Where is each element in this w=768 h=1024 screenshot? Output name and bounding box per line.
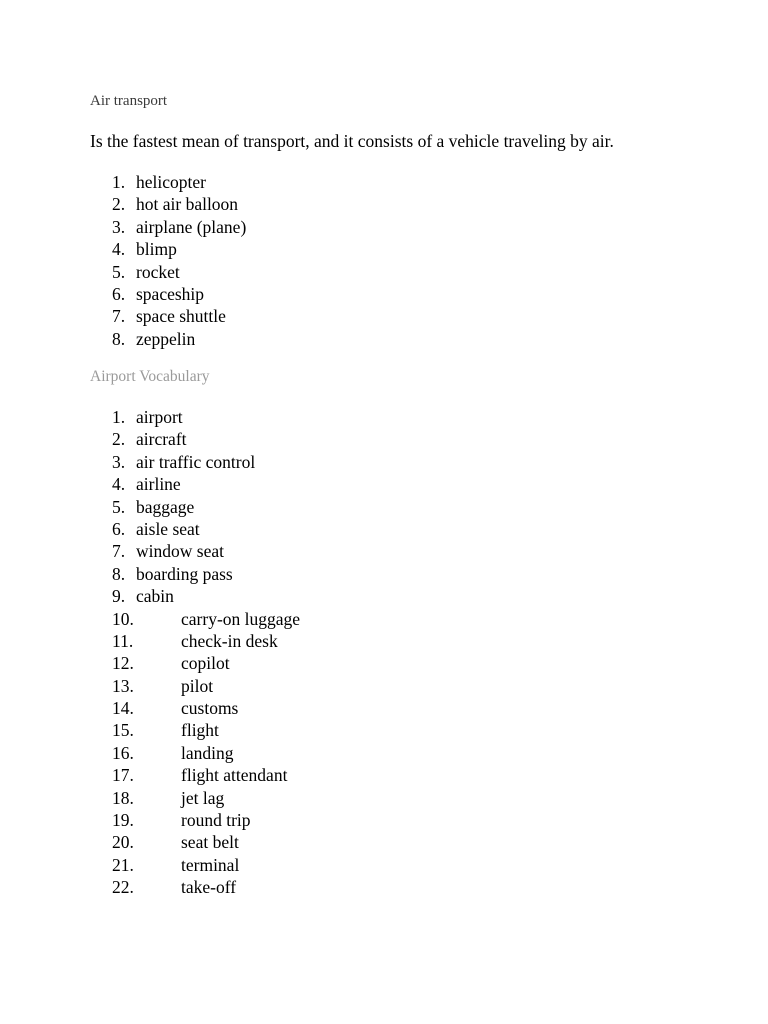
list-item-text: jet lag (181, 787, 225, 808)
list-item-number: 5. (112, 496, 126, 517)
list-item-text: aircraft (136, 429, 187, 450)
list-item-text: zeppelin (136, 328, 196, 349)
list-item-number: 1. (112, 172, 126, 192)
list-item-number: 13. (112, 675, 134, 696)
section-heading-airport-vocabulary: Airport Vocabulary (90, 368, 210, 385)
list-item-text: space shuttle (136, 306, 226, 327)
list-item-text: airplane (plane) (136, 216, 247, 237)
list-item-number: 22. (112, 877, 134, 898)
list-item-number: 9. (112, 586, 126, 607)
list-item-text: terminal (181, 854, 240, 875)
list-item-text: pilot (181, 675, 214, 696)
list-item-text: cabin (136, 586, 174, 607)
list-item-number: 12. (112, 653, 134, 674)
list-item-number: 20. (112, 832, 134, 853)
list-item-number: 4. (112, 474, 126, 495)
list-item-text: helicopter (136, 172, 206, 192)
list-item-text: baggage (136, 496, 195, 517)
list-item-number: 15. (112, 720, 134, 741)
list-item-number: 21. (112, 854, 134, 875)
list-item-text: airline (136, 474, 181, 495)
list-item-number: 14. (112, 698, 134, 719)
list-item-number: 8. (112, 328, 126, 349)
list-item-text: spaceship (136, 283, 205, 304)
list-item-text: flight (181, 720, 219, 741)
list-item-text: window seat (136, 541, 224, 562)
list-item-number: 7. (112, 306, 126, 327)
list-item-number: 3. (112, 451, 126, 472)
list-item-number: 6. (112, 283, 126, 304)
list-item-number: 17. (112, 765, 134, 786)
list-item-text: round trip (181, 810, 251, 831)
list-item-text: take-off (181, 877, 237, 898)
intro-paragraph: Is the fastest mean of transport, and it consists of a vehicle traveling by air. (90, 131, 614, 151)
list-item-number: 7. (112, 541, 126, 562)
list-item-number: 11. (112, 630, 134, 651)
list-item-text: copilot (181, 653, 230, 674)
list-item-text: hot air balloon (136, 194, 239, 215)
list-item-number: 2. (112, 429, 126, 450)
list-item-number: 4. (112, 239, 126, 260)
list-item-text: landing (181, 742, 234, 763)
document-title: Air transport (90, 93, 168, 109)
list-item-text: check-in desk (181, 630, 278, 651)
list-item-number: 18. (112, 787, 134, 808)
list-item-number: 5. (112, 261, 126, 282)
list-item-number: 10. (112, 608, 134, 629)
list-item-text: aisle seat (136, 518, 200, 539)
list-item-text: customs (181, 698, 239, 719)
list-item-number: 3. (112, 216, 126, 237)
list-item-text: airport (136, 407, 183, 427)
list-item-text: carry-on luggage (181, 608, 301, 629)
list-item-text: seat belt (181, 832, 239, 853)
list-item-number: 19. (112, 810, 134, 831)
list-item-text: blimp (136, 239, 177, 260)
list-item-text: boarding pass (136, 563, 233, 584)
list-item-number: 8. (112, 563, 126, 584)
list-item-number: 6. (112, 518, 126, 539)
list-item-text: air traffic control (136, 451, 256, 472)
list-item-number: 2. (112, 194, 126, 215)
list-item-text: rocket (136, 261, 180, 282)
list-item-number: 1. (112, 407, 126, 427)
list-item-text: flight attendant (181, 765, 288, 786)
list-item-number: 16. (112, 742, 134, 763)
